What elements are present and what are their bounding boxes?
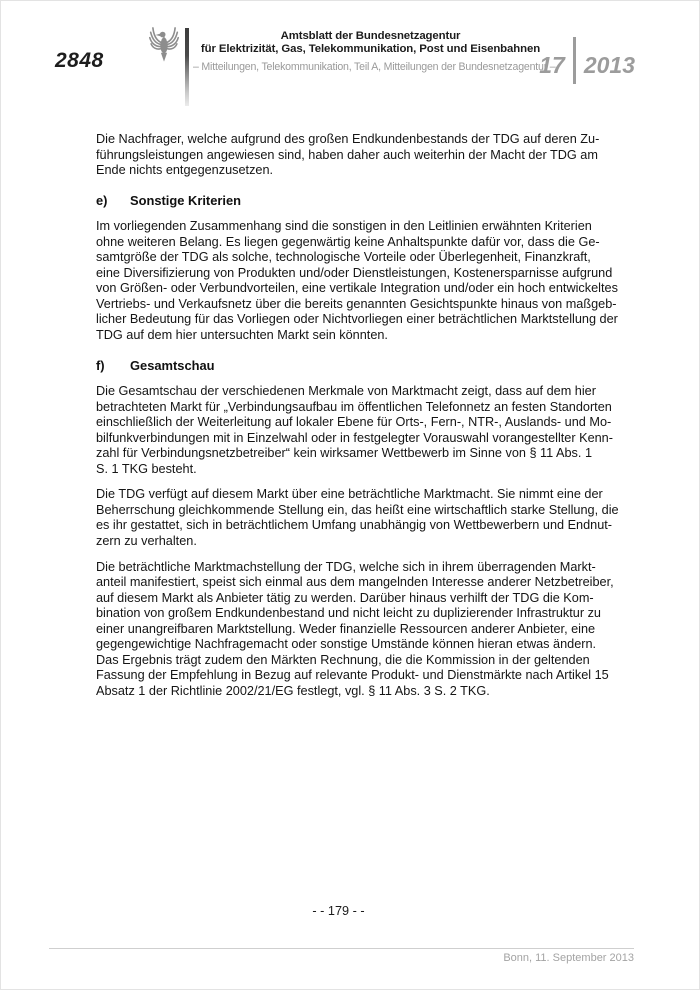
text-line: S. 1 TKG besteht. bbox=[96, 461, 197, 476]
text-line: Die beträchtliche Marktmachstellung der TDG, welche sich in ihrem überragenden Markt- bbox=[96, 559, 596, 574]
issue-divider-bar bbox=[573, 37, 576, 84]
federal-eagle-icon bbox=[148, 22, 180, 64]
text-line: Beherrschung gleichkommende Stellung ein, das heißt eine wirtschaftlich starke Stellung, die bbox=[96, 502, 619, 517]
paragraph bbox=[96, 384, 636, 477]
paragraph bbox=[96, 560, 636, 700]
text-line: einschließlich der Weiterleitung auf lokaler Ebene für Orts-, Fern-, NTR-, Auslands- und Mo- bbox=[96, 415, 612, 430]
header-divider-bar bbox=[185, 28, 189, 106]
paragraph bbox=[96, 219, 636, 343]
text-line: Fassung der Empfehlung in Bezug auf relevante Produkt- und Dienstmärkte nach Artikel 15 bbox=[96, 668, 609, 683]
text-line: einer unangreifbaren Marktstellung. Weder finanzielle Ressourcen anderer Anbieter, eine bbox=[96, 621, 596, 636]
page-marker: - - 179 - - bbox=[312, 904, 365, 918]
document-body bbox=[96, 107, 636, 710]
text-line: bination von großem Endkundenbestand und nicht leicht zu duplizierender Infrastruktur zu bbox=[96, 606, 601, 621]
text-line: zern zu verhalten. bbox=[96, 534, 197, 549]
text-line: auf diesem Markt als Anbieter tätig zu werden. Darüber hinaus verhilft der TDG die Kom- bbox=[96, 590, 594, 605]
text-line: zahl für Verbindungsnetzbetreiber“ kein wirksamer Wettbewerb im Sinne von § 11 Abs. 1 bbox=[96, 446, 593, 461]
masthead-subtitle: – Mitteilungen, Telekommunikation, Teil A, Mitteilungen der Bundesnetzagentur – bbox=[193, 61, 556, 74]
section-title: Sonstige Kriterien bbox=[130, 192, 242, 208]
section-label: e) bbox=[96, 192, 108, 208]
text-line: Absatz 1 der Richtlinie 2002/21/EG festlegt, vgl. § 11 Abs. 3 S. 2 TKG. bbox=[96, 683, 490, 698]
footer-rule bbox=[49, 948, 634, 949]
text-line: licher Bedeutung für das Vorliegen oder Nichtvorliegen einer beträchtlichen Marktstellung der bbox=[96, 312, 618, 327]
paragraph bbox=[96, 487, 636, 549]
text-line: führungsleistungen angewiesen sind, haben daher auch weiterhin der Macht der TDG am bbox=[96, 147, 598, 162]
text-line: ohne weiteren Belang. Es liegen gegenwärtig keine Anhaltspunkte dafür vor, dass die Ge- bbox=[96, 234, 600, 249]
header-page-number: 2848 bbox=[55, 49, 104, 72]
text-line: eine Diversifizierung von Produkten und/oder Dienstleistungen, Kostenersparnisse aufgrund bbox=[96, 265, 613, 280]
text-line: gegengewichtige Nachfragemacht oder sonstige Umstände können hieran etwas ändern. bbox=[96, 637, 597, 652]
text-line: Das Ergebnis trägt zudem den Märkten Rechnung, die die Kommission in der geltenden bbox=[96, 652, 590, 667]
text-line: anteil manifestiert, speist sich einmal aus dem mangelnden Interesse anderer Netzbetreiber, bbox=[96, 575, 614, 590]
footer-date: Bonn, 11. September 2013 bbox=[503, 952, 634, 964]
section-label: f) bbox=[96, 357, 105, 373]
section-heading-f bbox=[96, 358, 636, 374]
text-line: Die Gesamtschau der verschiedenen Merkmale von Marktmacht zeigt, dass auf dem hier bbox=[96, 384, 596, 399]
text-line: samtgröße der TDG als solche, technologische Vorteile oder Überlegenheit, Finanzkraft, bbox=[96, 250, 591, 265]
paragraph-intro bbox=[96, 132, 636, 179]
section-title: Gesamtschau bbox=[130, 357, 215, 373]
text-line: bilfunkverbindungen mit in Einzelwahl oder in festgelegter Vorauswahl vorangestellter Kenn- bbox=[96, 430, 613, 445]
text-line: Im vorliegenden Zusammenhang sind die sonstigen in den Leitlinien erwähnten Kriterien bbox=[96, 219, 592, 234]
text-line: Die Nachfrager, welche aufgrund des großen Endkundenbestands der TDG auf deren Zu- bbox=[96, 132, 600, 146]
page-header bbox=[1, 1, 699, 107]
text-line: Die TDG verfügt auf diesem Markt über eine beträchtliche Marktmacht. Sie nimmt eine der bbox=[96, 487, 603, 502]
text-line: Ende nichts entgegenzusetzen. bbox=[96, 163, 274, 178]
issue-label bbox=[539, 37, 635, 84]
text-line: Vertriebs- und Verkaufsnetz über die bereits genannten Gesichtspunkte hinaus von maßgeb- bbox=[96, 296, 617, 311]
section-heading-e bbox=[96, 193, 636, 209]
text-line: von Größen- oder Verbundvorteilen, eine vertikale Integration und/oder ein hoch entwickeltes bbox=[96, 281, 618, 296]
masthead-title-line2: für Elektrizität, Gas, Telekommunikation, Post und Eisenbahnen bbox=[200, 42, 541, 55]
masthead-title-line1: Amtsblatt der Bundesnetzagentur bbox=[280, 30, 461, 42]
issue-number: 17 bbox=[539, 52, 565, 78]
text-line: betrachteten Markt für „Verbindungsaufbau im öffentlichen Telefonnetz an festen Standorten bbox=[96, 399, 612, 414]
issue-year: 2013 bbox=[583, 52, 635, 78]
text-line: es ihr gestattet, sich in beträchtlichem Umfang unabhängig von Wettbewerbern und Endnut- bbox=[96, 518, 613, 533]
text-line: TDG auf dem hier untersuchten Markt sein könnten. bbox=[96, 328, 388, 343]
